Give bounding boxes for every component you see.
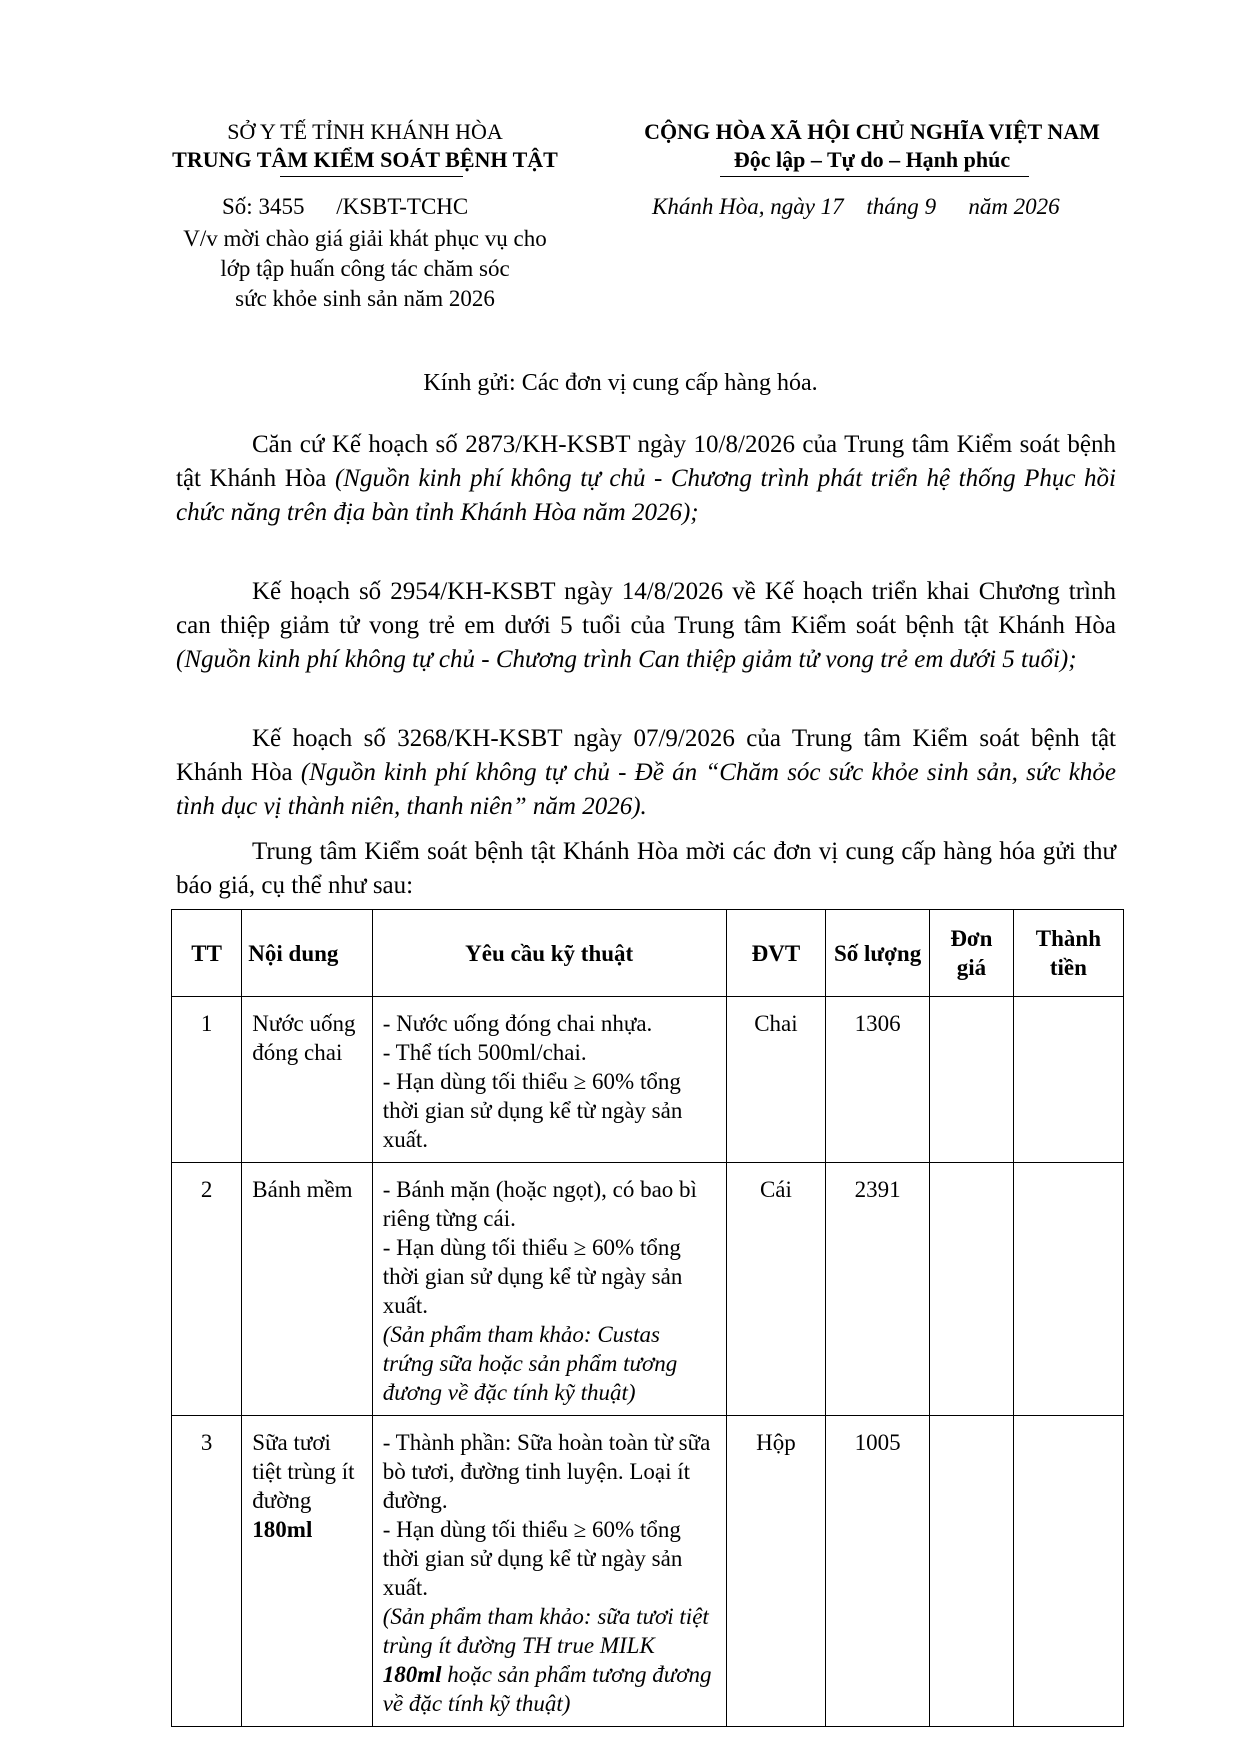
table-header-row	[172, 910, 1124, 997]
row-content-text: Sữa tươi tiệt trùng ít đường	[252, 1430, 355, 1513]
paragraph-text: Căn cứ Kế hoạch số 2873/KH-KSBT ngày 10/8/2026 của Trung tâm Kiểm soát bệnh tật Khánh Hòa	[176, 431, 1116, 492]
doc-number-code: /KSBT-TCHC	[336, 194, 469, 219]
paragraph-text: Kế hoạch số 2954/KH-KSBT ngày 14/8/2026 về Kế hoạch triển khai Chương trình can thiệp giảm tử vong trẻ em dưới 5 tuổi của Trung tâm Kiểm soát bệnh tật Khánh Hòa	[176, 578, 1116, 639]
row-content	[242, 997, 372, 1163]
row-quantity: 1005	[826, 1416, 930, 1727]
paragraph-funding-note: (Nguồn kinh phí không tự chủ - Chương trình Can thiệp giảm tử vong trẻ em dưới 5 tuổi);	[176, 646, 1077, 673]
row-tt: 2	[172, 1163, 242, 1416]
document-subject	[140, 224, 590, 314]
row-unit-price[interactable]	[929, 1163, 1013, 1416]
paragraph-basis-1	[176, 428, 1116, 530]
table-row	[172, 997, 1124, 1163]
paragraph-text: Trung tâm Kiểm soát bệnh tật Khánh Hòa mời các đơn vị cung cấp hàng hóa gửi thư báo giá, cụ thể như sau:	[176, 838, 1116, 899]
date-day: 17	[820, 194, 844, 219]
doc-number-label: Số:	[222, 194, 253, 219]
doc-number-value: 3455	[258, 194, 305, 219]
reference-tail: hoặc sản phẩm tương đương về đặc tính kỹ thuật)	[382, 1662, 712, 1716]
paragraph-basis-3	[176, 722, 1116, 824]
document-date	[652, 193, 1060, 221]
paragraph-text: Kế hoạch số 3268/KH-KSBT ngày 07/9/2026 của Trung tâm Kiểm soát bệnh tật Khánh Hòa	[176, 725, 1116, 786]
row-content-text: Bánh mềm	[252, 1177, 353, 1202]
agency-header	[140, 118, 590, 174]
row-content-text: Nước uống đóng chai	[252, 1011, 356, 1065]
document-number	[222, 193, 468, 221]
requirement-item: - Bánh mặn (hoặc ngọt), có bao bì riêng từng cái.	[382, 1177, 697, 1231]
quotation-table	[171, 909, 1124, 1727]
requirement-item: - Hạn dùng tối thiểu ≥ 60% tổng thời gian sử dụng kể từ ngày sản xuất.	[382, 1235, 683, 1318]
paragraph-invitation	[176, 835, 1116, 903]
row-content-volume: 180ml	[252, 1517, 313, 1542]
date-prefix: Khánh Hòa, ngày	[652, 194, 815, 219]
national-title: CỘNG HÒA XÃ HỘI CHỦ NGHĨA VIỆT NAM	[644, 119, 1100, 144]
row-total[interactable]	[1013, 1163, 1123, 1416]
paragraph-funding-note: (Nguồn kinh phí không tự chủ - Chương trình phát triển hệ thống Phục hồi chức năng trên địa bàn tỉnh Khánh Hòa năm 2026);	[176, 465, 1116, 526]
row-total[interactable]	[1013, 997, 1123, 1163]
motto-underline	[720, 176, 1029, 177]
header-quantity: Số lượng	[826, 910, 930, 997]
row-total[interactable]	[1013, 1416, 1123, 1727]
parent-agency: SỞ Y TẾ TỈNH KHÁNH HÒA	[227, 119, 503, 144]
header-content: Nội dung	[242, 910, 372, 997]
reference-product: (Sản phẩm tham khảo: Custas trứng sữa hoặc sản phẩm tương đương về đặc tính kỹ thuật)	[382, 1322, 678, 1405]
row-unit-price[interactable]	[929, 997, 1013, 1163]
reference-text: (Sản phẩm tham khảo: sữa tươi tiệt trùng ít đường TH true MILK	[382, 1604, 709, 1658]
date-year: năm 2026	[968, 194, 1060, 219]
requirement-item: - Hạn dùng tối thiểu ≥ 60% tổng thời gian sử dụng kể từ ngày sản xuất.	[382, 1069, 683, 1152]
reference-volume: 180ml	[382, 1662, 442, 1687]
subject-line: V/v mời chào giá giải khát phục vụ cho	[183, 226, 547, 251]
paragraph-funding-note: (Nguồn kinh phí không tự chủ - Đề án “Chăm sóc sức khỏe sinh sản, sức khỏe tình dục vị thành niên, thanh niên” năm 2026).	[176, 759, 1116, 820]
issuing-agency: TRUNG TÂM KIỂM SOÁT BỆNH TẬT	[172, 147, 558, 172]
paragraph-basis-2	[176, 575, 1116, 677]
header-requirements: Yêu cầu kỹ thuật	[372, 910, 726, 997]
row-tt: 1	[172, 997, 242, 1163]
recipient-line: Kính gửi: Các đơn vị cung cấp hàng hóa.	[423, 370, 818, 396]
date-month: 9	[924, 194, 937, 219]
requirement-item: - Hạn dùng tối thiểu ≥ 60% tổng thời gian sử dụng kể từ ngày sản xuất.	[382, 1517, 683, 1600]
row-unit: Cái	[726, 1163, 825, 1416]
row-unit: Chai	[726, 997, 825, 1163]
row-content	[242, 1163, 372, 1416]
requirement-item: - Thành phần: Sữa hoàn toàn từ sữa bò tươi, đường tinh luyện. Loại ít đường.	[382, 1430, 711, 1513]
row-quantity: 1306	[826, 997, 930, 1163]
row-unit: Hộp	[726, 1416, 825, 1727]
date-month-label: tháng	[866, 194, 919, 219]
agency-underline	[280, 176, 463, 177]
reference-product	[383, 1602, 716, 1718]
row-tt: 3	[172, 1416, 242, 1727]
row-unit-price[interactable]	[929, 1416, 1013, 1727]
table-row	[172, 1416, 1124, 1727]
table-row	[172, 1163, 1124, 1416]
header-total: Thành tiền	[1013, 910, 1123, 997]
requirement-item: - Nước uống đóng chai nhựa.	[382, 1011, 653, 1036]
header-tt: TT	[172, 910, 242, 997]
national-motto: Độc lập – Tự do – Hạnh phúc	[733, 147, 1011, 172]
row-content	[242, 1416, 372, 1727]
requirement-item: - Thể tích 500ml/chai.	[382, 1040, 587, 1065]
row-requirements	[372, 997, 726, 1163]
row-requirements	[372, 1163, 726, 1416]
row-requirements	[372, 1416, 726, 1727]
header-unit-price: Đơn giá	[929, 910, 1013, 997]
subject-line: sức khỏe sinh sản năm 2026	[235, 286, 495, 311]
header-unit: ĐVT	[726, 910, 825, 997]
national-header	[612, 118, 1132, 174]
subject-line: lớp tập huấn công tác chăm sóc	[220, 256, 510, 281]
row-quantity: 2391	[826, 1163, 930, 1416]
